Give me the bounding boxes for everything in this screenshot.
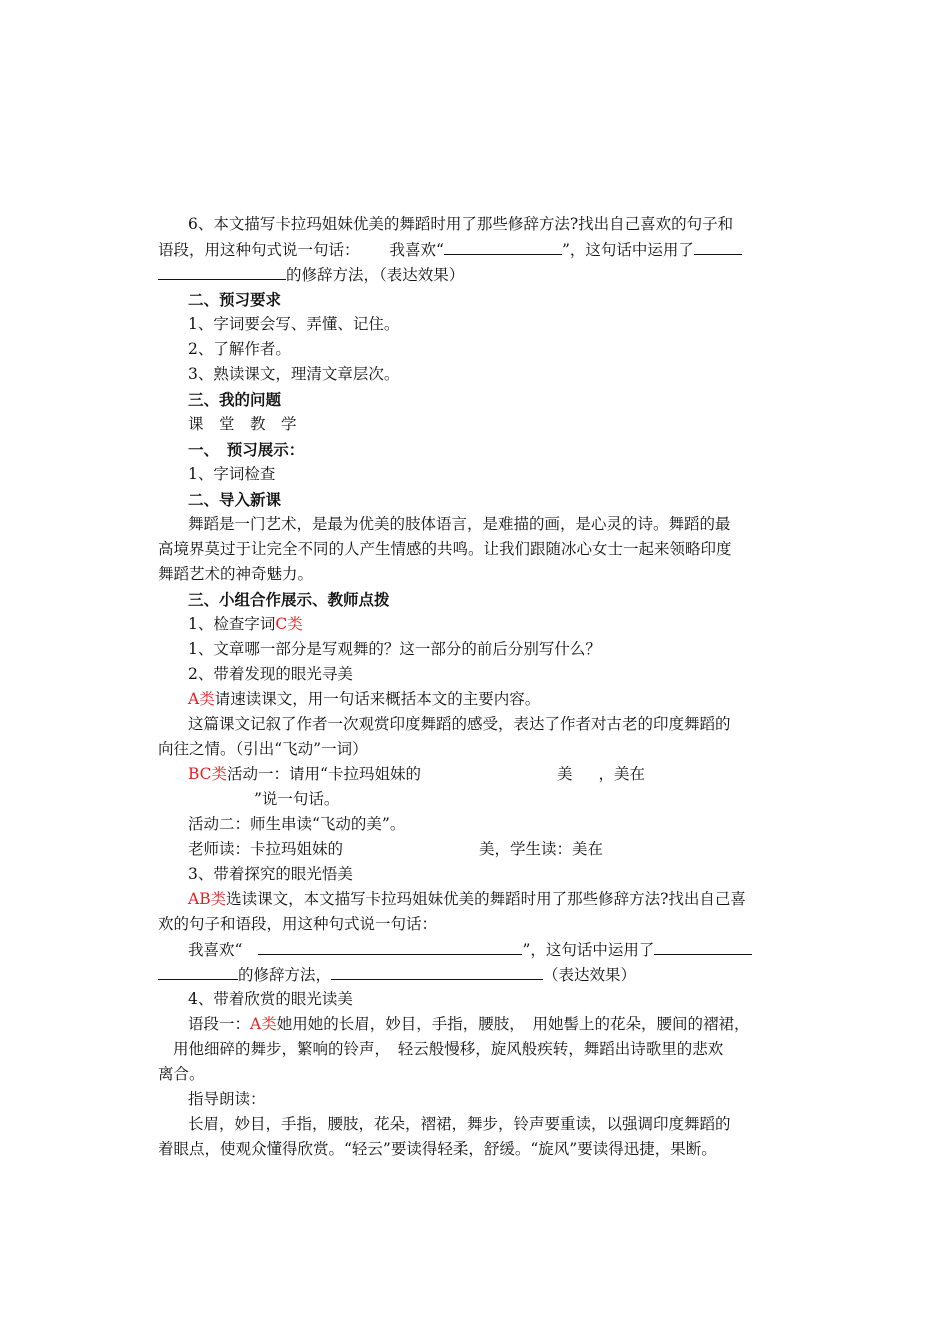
answer-blank <box>158 262 286 280</box>
activity-text: 美 <box>556 765 573 783</box>
task-text: 请速读课文，用一句话来概括本文的主要内容。 <box>214 690 541 708</box>
check-words-text: 1、检查字词 <box>188 615 276 633</box>
level-tag: C类 <box>275 615 303 633</box>
list-item: 2、了解作者。 <box>188 340 291 358</box>
segment-text: 她用她的长眉，妙目，手指，腰肢， 用她髻上的花朵，腰间的褶裙， <box>276 1015 750 1033</box>
level-tag: BC类 <box>188 765 228 783</box>
fill-line <box>158 937 798 962</box>
fill-text: 我喜欢“ <box>188 941 243 959</box>
question-line: 3、带着探究的眼光悟美 <box>188 865 353 883</box>
level-tag: A类 <box>188 690 215 708</box>
activity-text: ，美在 <box>598 765 646 783</box>
question-6-used: ”，这句话中运用了 <box>561 241 694 259</box>
teacher-read-line <box>158 837 798 862</box>
task-text: 选读课文，本文描写卡拉玛姐妹优美的舞蹈时用了那些修辞方法?找出自己喜 <box>226 890 746 908</box>
question-line: 2、带着发现的眼光寻美 <box>188 665 353 683</box>
answer-blank <box>331 962 543 980</box>
segment-label: 语段一： <box>188 1015 251 1033</box>
answer-blank <box>158 962 238 980</box>
level-tag: A类 <box>250 1015 277 1033</box>
activity-text: 活动一：请用“卡拉玛姐妹的 <box>227 765 421 783</box>
level-tag: AB类 <box>188 890 227 908</box>
check-words-line <box>158 612 798 637</box>
segment-line-3: 离合。 <box>158 1065 205 1083</box>
answer-line: 向往之情。（引出“飞动”一词） <box>158 740 368 758</box>
question-6-like: 我喜欢“ <box>389 241 444 259</box>
guide-line: 长眉，妙目，手指，腰肢，花朵，褶裙，舞步，铃声要重读，以强调印度舞蹈的 <box>188 1115 731 1133</box>
question-line: 1、文章哪一部分是写观舞的？这一部分的前后分别写什么？ <box>188 640 601 658</box>
task-line <box>158 887 798 912</box>
activity-one-line <box>158 762 798 787</box>
question-6-line-2 <box>158 237 798 262</box>
answer-blank <box>694 237 742 255</box>
segment-line-2: 用他细碎的舞步，繁响的铃声， 轻云般慢移，旋风般疾转，舞蹈出诗歌里的悲欢 <box>173 1040 724 1058</box>
segment-line <box>158 1012 798 1037</box>
list-item: 3、熟读课文，理清文章层次。 <box>188 365 400 383</box>
answer-line: 这篇课文记叙了作者一次观赏印度舞蹈的感受，表达了作者对古老的印度舞蹈的 <box>188 715 731 733</box>
question-line: 4、带着欣赏的眼光读美 <box>188 990 353 1008</box>
section-heading: 三、小组合作展示、教师点拨 <box>188 590 390 609</box>
section-heading: 二、导入新课 <box>188 490 282 509</box>
fill-text: （表达效果） <box>543 966 637 984</box>
list-item: 1、字词检查 <box>188 465 276 483</box>
section-heading: 三、我的问题 <box>188 390 282 409</box>
question-6-effect: 的修辞方法，（表达效果） <box>286 266 465 284</box>
fill-text: ”，这句话中运用了 <box>522 941 655 959</box>
answer-blank <box>444 237 562 255</box>
question-6-line-1: 6、本文描写卡拉玛姐妹优美的舞蹈时用了那些修辞方法?找出自己喜欢的句子和 <box>188 215 734 233</box>
intro-paragraph-line: 舞蹈是一门艺术，是最为优美的肢体语言，是难描的画，是心灵的诗。舞蹈的最 <box>188 515 731 533</box>
activity-two-line: 活动二：师生串读“飞动的美”。 <box>188 815 406 833</box>
activity-text: 美，学生读：美在 <box>479 840 604 858</box>
question-6-line-3 <box>158 262 798 287</box>
fill-text: 的修辞方法， <box>238 966 332 984</box>
fill-line-2 <box>158 962 798 987</box>
document-page <box>158 212 798 1162</box>
activity-one-line-2 <box>158 787 798 812</box>
task-line-2: 欢的句子和语段，用这种句式说一句话： <box>158 915 438 933</box>
question-6-text: 语段，用这种句式说一句话： <box>158 241 360 259</box>
list-item: 1、字词要会写、弄懂、记住。 <box>188 315 400 333</box>
section-heading: 一、 预习展示： <box>188 440 305 459</box>
answer-blank <box>654 937 752 955</box>
guide-heading: 指导朗读： <box>188 1090 266 1108</box>
guide-line: 着眼点，使观众懂得欣赏。“轻云”要读得轻柔，舒缓。“旋风”要读得迅捷，果断。 <box>158 1140 717 1158</box>
section-heading: 二、预习要求 <box>188 290 282 309</box>
intro-paragraph-line: 高境界莫过于让完全不同的人产生情感的共鸣。让我们跟随冰心女士一起来领略印度 <box>158 540 732 558</box>
answer-blank <box>258 937 522 955</box>
task-line <box>158 687 798 712</box>
activity-text: 老师读：卡拉玛姐妹的 <box>188 840 344 858</box>
intro-paragraph-line: 舞蹈艺术的神奇魅力。 <box>158 565 314 583</box>
class-teaching-heading: 课 堂 教 学 <box>188 415 297 433</box>
activity-text: ”说一句话。 <box>254 790 340 808</box>
